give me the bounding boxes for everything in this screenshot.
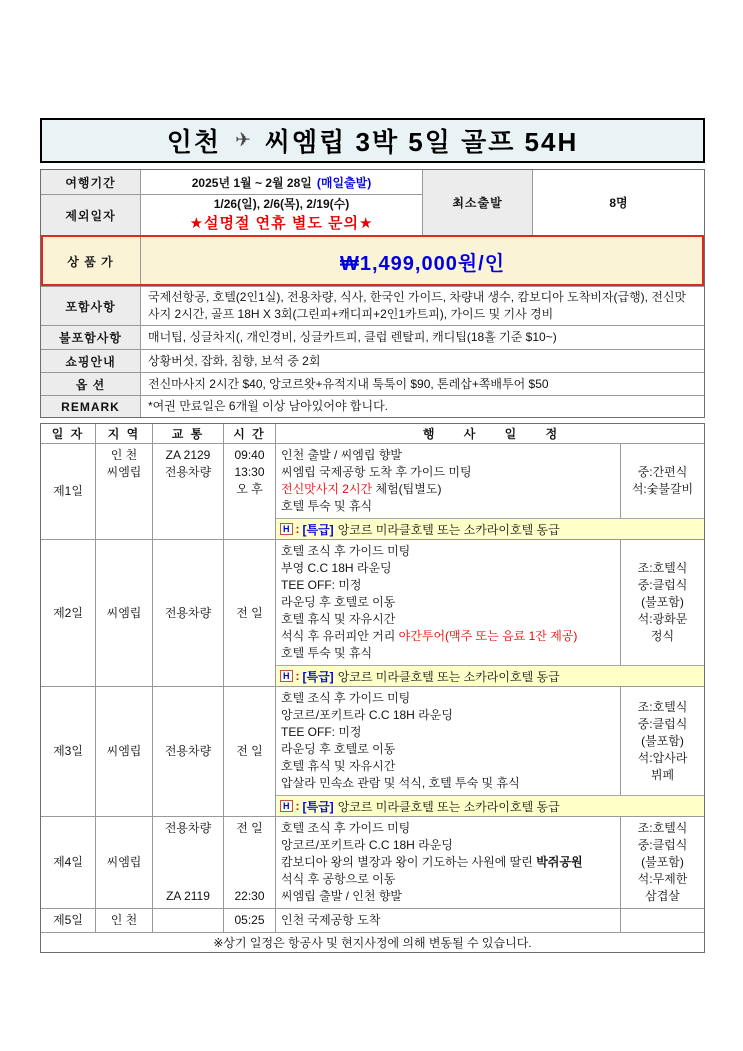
meals-cell <box>621 687 704 795</box>
schedule-text: 앙코르/포키트라 C.C 18H 라운딩 <box>281 838 453 852</box>
shopping-label: 쇼핑안내 <box>41 350 141 372</box>
transport-cell <box>153 687 224 816</box>
schedule-text: 씨엠립 출발 / 인천 향발 <box>281 889 402 903</box>
cell-line: 전용차량 <box>164 744 212 758</box>
schedule-text: 박쥐공원 <box>536 855 583 869</box>
meals-cell <box>621 909 704 932</box>
option-value: 전신마사지 2시간 $40, 앙코르왓+유적지내 툭툭이 $90, 톤레삽+쪽배투어 $50 <box>148 376 549 391</box>
cell-line: 석:무제한 <box>637 872 688 886</box>
transport-cell <box>153 444 224 539</box>
cell-line: 전 일 <box>236 744 263 758</box>
not-included-value: 매너팁, 싱글차지(, 개인경비, 싱글카트피, 클럽 렌탈피, 캐디팁(18홀 기준 $10~) <box>148 330 557 344</box>
title-tour-name: 씨엠립 3박 5일 골프 54H <box>264 127 579 157</box>
cell-line: 중:간편식 <box>637 465 688 479</box>
day-top <box>276 540 704 665</box>
hotel-name-text: 앙코르 미라클호텔 또는 소카라이호텔 동급 <box>337 669 560 684</box>
schedule-line <box>276 690 620 707</box>
trip-period-label: 여행기간 <box>41 170 141 194</box>
trip-period-value: 2025년 1월 ~ 2월 28일 (매일출발) <box>191 175 372 190</box>
header-schedule: 행 사 일 정 <box>422 427 558 441</box>
hotel-name-text: 앙코르 미라클호텔 또는 소카라이호텔 동급 <box>337 522 560 537</box>
hotel-info-row <box>276 665 704 686</box>
tour-title-bar <box>40 118 705 163</box>
schedule-line <box>276 498 620 515</box>
meals-cell <box>621 817 704 908</box>
cell-line: 중:클럽식 <box>637 578 688 592</box>
hotel-badge-icon: H <box>280 800 293 812</box>
cell-line <box>186 871 189 888</box>
schedule-text: 압살라 민속쇼 관람 및 석식, 호텔 투숙 및 휴식 <box>281 776 520 790</box>
document-content <box>40 118 705 953</box>
title-departure-city: 인천 <box>166 127 221 157</box>
schedule-line <box>276 707 620 724</box>
schedule-text: 캄보디아 왕의 별장과 왕이 기도하는 사원에 딸린 <box>281 855 537 869</box>
schedule-line <box>276 645 620 662</box>
schedule-cell <box>276 817 621 908</box>
cell-line: 전용차량 <box>164 821 212 835</box>
day-label-cell <box>41 540 96 686</box>
itinerary-day-row <box>41 443 704 539</box>
cell-line: 오 후 <box>236 482 263 496</box>
hotel-badge-icon: H <box>280 523 293 535</box>
daily-departure-highlight: (매일출발) <box>316 175 372 190</box>
hotel-badge-icon: H <box>280 670 293 682</box>
airplane-icon: ✈ <box>234 130 251 151</box>
day-main <box>276 444 704 539</box>
remark-row <box>41 395 704 417</box>
schedule-text: 라운딩 후 호텔로 이동 <box>281 742 396 756</box>
cell-line: 중:클럽식 <box>637 838 688 852</box>
day-top <box>276 909 704 932</box>
schedule-line <box>276 543 620 560</box>
cell-line: 제5일 <box>53 913 83 927</box>
hotel-info-row <box>276 795 704 816</box>
schedule-line <box>276 447 620 464</box>
schedule-line <box>276 820 620 837</box>
cell-line: 석:숯불갈비 <box>631 482 694 496</box>
day-label-cell <box>41 687 96 816</box>
cell-line: 제1일 <box>53 484 83 498</box>
cell-line: 인 천 <box>110 448 138 462</box>
cell-line: 씨엠립 <box>106 605 142 620</box>
schedule-line <box>276 464 620 481</box>
schedule-line <box>276 577 620 594</box>
time-cell <box>224 909 276 932</box>
cell-line: 조:호텔식 <box>637 821 688 835</box>
included-row <box>41 286 704 325</box>
schedule-line <box>276 724 620 741</box>
schedule-line <box>276 888 620 905</box>
cell-line: 22:30 <box>234 889 265 903</box>
transport-cell <box>153 817 224 908</box>
schedule-line <box>276 758 620 775</box>
cell-line <box>248 871 251 888</box>
schedule-highlight-text: 야간투어(맥주 또는 음료 1잔 제공) <box>398 629 578 643</box>
region-cell <box>96 817 153 908</box>
itinerary-day-row <box>41 686 704 816</box>
schedule-line <box>276 611 620 628</box>
schedule-cell <box>276 909 621 932</box>
hotel-name-text: 앙코르 미라클호텔 또는 소카라이호텔 동급 <box>337 799 560 814</box>
hotel-colon: : <box>295 522 300 536</box>
schedule-line <box>276 628 620 645</box>
header-region: 지 역 <box>96 424 153 443</box>
schedule-cell <box>276 687 621 795</box>
hotel-info-row <box>276 518 704 539</box>
itinerary-day-row <box>41 908 704 932</box>
meals-cell <box>621 540 704 665</box>
option-label: 옵 션 <box>41 373 141 395</box>
cell-line: 중:클럽식 <box>637 716 688 731</box>
schedule-cell <box>276 444 621 518</box>
cell-line <box>248 854 251 871</box>
schedule-text: 호텔 휴식 및 자유시간 <box>281 759 396 773</box>
cell-line: 05:25 <box>234 913 265 927</box>
schedule-text: 호텔 투숙 및 휴식 <box>281 499 373 513</box>
region-cell <box>96 444 153 539</box>
cell-line: 전용차량 <box>164 605 212 620</box>
day-main <box>276 540 704 686</box>
schedule-text: 호텔 조식 후 가이드 미팅 <box>281 691 411 705</box>
day-label-cell <box>41 909 96 932</box>
schedule-line <box>276 775 620 792</box>
cell-line: ZA 2129 <box>165 448 211 462</box>
included-value: 국제선항공, 호텔(2인1실), 전용차량, 식사, 한국인 가이드, 차량내 생수, 캄보디아 도착비자(급행), 전신맛사지 2시간, 골프 18H X 3회(그린피+캐디피+2인1카트피), 가이드 및 기사 경비 <box>148 290 687 321</box>
header-day: 일 자 <box>41 424 96 443</box>
schedule-line <box>276 912 620 929</box>
cell-line: 전 일 <box>236 605 263 620</box>
schedule-line <box>276 741 620 758</box>
cell-line: 석:광화문 <box>637 612 688 626</box>
header-transport: 교 통 <box>153 424 224 443</box>
day-top <box>276 817 704 908</box>
cell-line: 씨엠립 <box>106 465 142 479</box>
price-row <box>41 235 704 286</box>
excluded-dates-value: 1/26(일), 2/6(목), 2/19(수) ★설명절 연휴 별도 문의★ <box>189 197 374 232</box>
schedule-highlight-text: 전신맛사지 2시간 <box>281 482 373 496</box>
cell-line: 조:호텔식 <box>637 561 688 575</box>
not-included-row <box>41 325 704 349</box>
cell-line: 씨엠립 <box>106 855 142 869</box>
cell-line <box>186 854 189 871</box>
cell-line: 정식 <box>650 629 675 643</box>
cell-line <box>248 837 251 854</box>
cell-line: 09:40 <box>234 448 265 462</box>
cell-line: (불포함) <box>641 855 684 869</box>
schedule-text: 호텔 휴식 및 자유시간 <box>281 612 396 626</box>
cell-line: 인 천 <box>110 913 138 927</box>
itinerary-days <box>41 443 704 932</box>
region-cell <box>96 687 153 816</box>
day-main <box>276 909 704 932</box>
region-cell <box>96 909 153 932</box>
schedule-cell <box>276 540 621 665</box>
cell-line: 석:압사라 <box>637 750 688 765</box>
min-departure-value: 8명 <box>609 196 628 210</box>
cell-line: 전 일 <box>236 821 263 835</box>
cell-line: 전용차량 <box>164 465 212 479</box>
schedule-text: TEE OFF: 미정 <box>281 578 362 592</box>
time-cell <box>224 817 276 908</box>
included-label: 포함사항 <box>41 287 141 325</box>
cell-line: 13:30 <box>234 465 265 479</box>
time-cell <box>224 687 276 816</box>
schedule-text: 호텔 조식 후 가이드 미팅 <box>281 821 411 835</box>
holiday-notice: ★설명절 연휴 별도 문의★ <box>189 215 374 232</box>
cell-line: 제4일 <box>53 855 83 869</box>
region-cell <box>96 540 153 686</box>
schedule-text: 체험(팁별도) <box>372 482 442 496</box>
shopping-row <box>41 349 704 372</box>
hotel-grade: [특급] <box>302 522 334 537</box>
itinerary-footer-note: ※상기 일정은 항공사 및 현지사정에 의해 변동될 수 있습니다. <box>41 932 704 952</box>
time-cell <box>224 444 276 539</box>
day-main <box>276 687 704 816</box>
itinerary-day-row <box>41 816 704 908</box>
schedule-text: 호텔 조식 후 가이드 미팅 <box>281 544 411 558</box>
itinerary-table <box>40 423 705 953</box>
day-top <box>276 687 704 795</box>
cell-line: (불포함) <box>641 595 684 609</box>
time-cell <box>224 540 276 686</box>
price-value: ₩1,499,000원/인 <box>339 252 506 275</box>
hotel-colon: : <box>295 669 300 683</box>
itinerary-day-row <box>41 539 704 686</box>
cell-line: 뷔페 <box>650 767 675 782</box>
remark-label: REMARK <box>41 396 141 417</box>
not-included-label: 불포함사항 <box>41 326 141 349</box>
day-top <box>276 444 704 518</box>
itinerary-header-row <box>41 424 704 443</box>
excluded-dates-label: 제외일자 <box>41 195 141 235</box>
cell-line: 조:호텔식 <box>637 699 688 714</box>
day-label-cell <box>41 817 96 908</box>
min-departure-label: 최소출발 <box>423 170 533 235</box>
header-time: 시 간 <box>224 424 276 443</box>
shopping-value: 상황버섯, 잡화, 침향, 보석 중 2회 <box>148 353 321 368</box>
cell-line: 제2일 <box>53 605 83 620</box>
hotel-grade: [특급] <box>302 669 334 684</box>
schedule-text: 라운딩 후 호텔로 이동 <box>281 595 396 609</box>
remark-value: *여권 만료일은 6개월 이상 남아있어야 합니다. <box>148 399 389 413</box>
schedule-line <box>276 481 620 498</box>
cell-line: 삼겹살 <box>645 889 680 903</box>
cell-line: (불포함) <box>641 733 684 748</box>
cell-line: ZA 2119 <box>166 889 210 903</box>
price-label: 상 품 가 <box>41 236 141 286</box>
schedule-text: 씨엠립 국제공항 도착 후 가이드 미팅 <box>281 465 472 479</box>
cell-line: 씨엠립 <box>106 744 142 758</box>
tour-info-table <box>40 169 705 418</box>
day-label-cell <box>41 444 96 539</box>
schedule-line <box>276 837 620 854</box>
schedule-text: 석식 후 유러피안 거리 <box>281 629 399 643</box>
option-row <box>41 372 704 395</box>
transport-cell <box>153 909 224 932</box>
schedule-line <box>276 594 620 611</box>
schedule-text: 인천 출발 / 씨엠립 향발 <box>281 448 402 462</box>
schedule-line <box>276 854 620 871</box>
day-main <box>276 817 704 908</box>
schedule-text: 인천 국제공항 도착 <box>281 913 381 927</box>
schedule-text: 부영 C.C 18H 라운딩 <box>281 561 392 575</box>
hotel-colon: : <box>295 799 300 813</box>
schedule-text: 호텔 투숙 및 휴식 <box>281 646 373 660</box>
cell-line <box>186 837 189 854</box>
meals-cell <box>621 444 704 518</box>
schedule-line <box>276 560 620 577</box>
hotel-grade: [특급] <box>302 799 334 814</box>
transport-cell <box>153 540 224 686</box>
schedule-line <box>276 871 620 888</box>
schedule-text: 앙코르/포키트라 C.C 18H 라운딩 <box>281 708 453 722</box>
cell-line: 제3일 <box>53 744 83 758</box>
info-row-period-excluded <box>41 170 704 235</box>
schedule-text: 석식 후 공항으로 이동 <box>281 872 396 886</box>
schedule-text: TEE OFF: 미정 <box>281 725 362 739</box>
